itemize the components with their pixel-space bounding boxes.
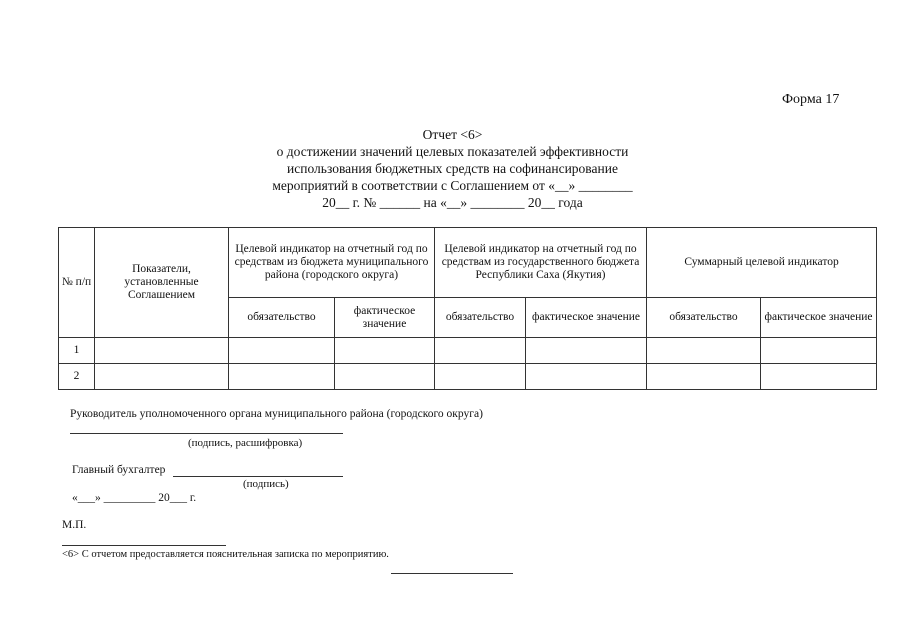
table-cell[interactable]: [526, 338, 647, 364]
title-line-4: мероприятий в соответствии с Соглашением от «__» ________: [272, 178, 633, 193]
footnote-separator: [62, 545, 226, 546]
accountant-signature-label: Главный бухгалтер: [72, 464, 166, 476]
title-line-1: Отчет <6>: [422, 127, 483, 142]
report-table: [58, 227, 877, 390]
stamp-placeholder: М.П.: [62, 519, 87, 531]
table-cell[interactable]: [95, 338, 229, 364]
row-number: 1: [59, 338, 95, 364]
header-indicators: Показатели, установленные Соглашением: [95, 228, 229, 338]
form-number: Форма 17: [782, 92, 840, 107]
table-cell[interactable]: [95, 364, 229, 390]
accountant-signature-line[interactable]: [173, 476, 343, 477]
row-number: 2: [59, 364, 95, 390]
table-cell[interactable]: [335, 364, 435, 390]
report-title: [200, 126, 705, 211]
head-signature-hint: (подпись, расшифровка): [188, 437, 303, 449]
table-cell[interactable]: [229, 338, 335, 364]
header-total-actual: фактическое значение: [761, 298, 877, 338]
table-cell[interactable]: [647, 364, 761, 390]
header-group-state: Целевой индикатор на отчетный год по средствам из государственного бюджета Республики Саха (Якутия): [435, 228, 647, 298]
table-cell[interactable]: [229, 364, 335, 390]
header-state-actual: фактическое значение: [526, 298, 647, 338]
end-separator: [391, 573, 513, 574]
header-number: № п/п: [59, 228, 95, 338]
title-line-2: о достижении значений целевых показателей эффективности: [276, 144, 629, 159]
head-signature-line[interactable]: [70, 433, 343, 434]
table-cell[interactable]: [335, 338, 435, 364]
title-line-3: использования бюджетных средств на софинансирование: [287, 161, 618, 176]
table-cell[interactable]: [526, 364, 647, 390]
signature-date: «___» _________ 20___ г.: [72, 492, 197, 504]
header-municipal-obligation: обязательство: [229, 298, 335, 338]
header-municipal-actual: фактическое значение: [335, 298, 435, 338]
header-group-total: Суммарный целевой индикатор: [647, 228, 877, 298]
footnote: <6> С отчетом предоставляется пояснительная записка по мероприятию.: [62, 549, 389, 560]
header-state-obligation: обязательство: [435, 298, 526, 338]
title-line-5: 20__ г. № ______ на «__» ________ 20__ года: [322, 195, 583, 210]
table-cell[interactable]: [761, 364, 877, 390]
table-row: [59, 338, 877, 364]
table-cell[interactable]: [647, 338, 761, 364]
head-signature-label: Руководитель уполномоченного органа муниципального района (городского округа): [70, 408, 483, 420]
table-cell[interactable]: [761, 338, 877, 364]
table-cell[interactable]: [435, 338, 526, 364]
header-total-obligation: обязательство: [647, 298, 761, 338]
header-group-municipal: Целевой индикатор на отчетный год по средствам из бюджета муниципального района (городского округа): [229, 228, 435, 298]
accountant-signature-hint: (подпись): [243, 478, 289, 490]
table-row: [59, 364, 877, 390]
table-cell[interactable]: [435, 364, 526, 390]
